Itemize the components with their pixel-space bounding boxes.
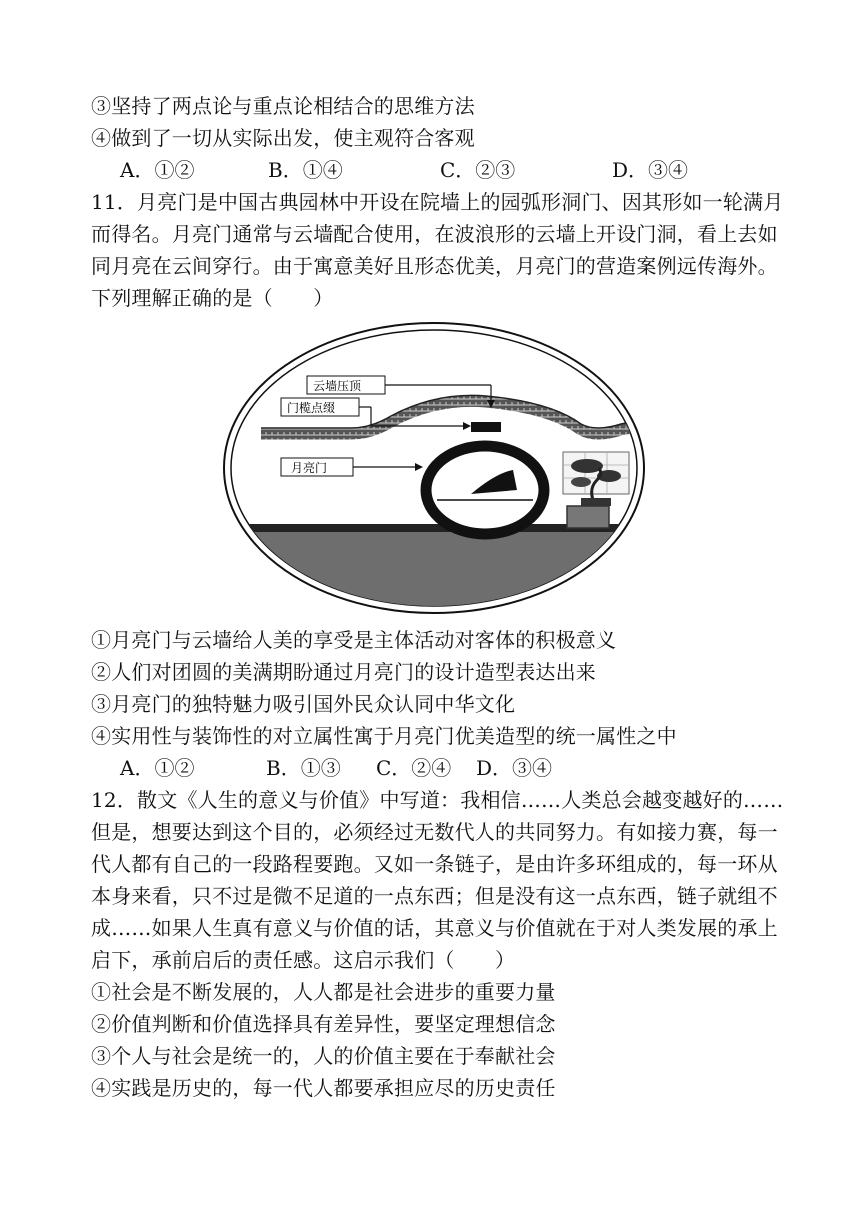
q12-item-3: ③个人与社会是统一的，人的价值主要在于奉献社会 — [91, 1044, 556, 1068]
q11-options — [120, 752, 552, 784]
label-moon-gate: 月亮门 — [291, 461, 328, 475]
q10-item-3: ③坚持了两点论与重点论相结合的思维方法 — [91, 94, 475, 118]
q11-stem-line-1: 11．月亮门是中国古典园林中开设在院墙上的园弧形洞门、因其形如一轮满月 — [91, 190, 784, 214]
label-cloud-wall-top: 云墙压顶 — [313, 379, 362, 393]
q11-option-a[interactable]: A．①② — [120, 756, 195, 780]
q12-stem-line-1: 12．散文《人生的意义与价值》中写道：我相信……人类总会越变越好的…… — [91, 788, 784, 812]
q11-item-2: ②人们对团圆的美满期盼通过月亮门的设计造型表达出来 — [91, 660, 596, 684]
q10-option-c[interactable]: C．②③ — [440, 158, 516, 182]
ground — [221, 528, 647, 618]
q11-option-b[interactable]: B．①③ — [266, 756, 341, 780]
q11-item-1: ①月亮门与云墙给人美的享受是主体活动对客体的积极意义 — [91, 628, 617, 652]
bonsai-foliage-3 — [571, 477, 591, 487]
label-door-lintel: 门榄点缀 — [287, 401, 336, 415]
q11-stem-line-3: 同月亮在云间穿行。由于寓意美好且形态优美，月亮门的营造案例远传海外。 — [91, 254, 778, 278]
q10-option-a[interactable]: A．①② — [120, 158, 195, 182]
q11-stem-line-2: 而得名。月亮门通常与云墙配合使用，在波浪形的云墙上开设门洞，看上去如 — [91, 222, 778, 246]
q12-stem-line-2: 但是，想要达到这个目的，必须经过无数代人的共同努力。有如接力赛，每一 — [91, 820, 778, 844]
q12-stem-line-6: 启下，承前启后的责任感。这启示我们（ ） — [91, 948, 516, 972]
q11-item-4: ④实用性与装饰性的对立属性寓于月亮门优美造型的统一属性之中 — [91, 724, 677, 748]
q11-item-3: ③月亮门的独特魅力吸引国外民众认同中华文化 — [91, 692, 516, 716]
q12-stem-line-4: 本身来看，只不过是微不足道的一点东西；但是没有这一点东西，链子就组不 — [91, 884, 778, 908]
moon-gate-figure — [221, 318, 647, 618]
q11-stem-line-4: 下列理解正确的是（ ） — [91, 286, 334, 310]
bonsai-foliage-1 — [571, 459, 603, 473]
q10-option-d[interactable]: D．③④ — [612, 158, 689, 182]
bonsai-pot — [581, 498, 611, 506]
q11-option-c[interactable]: C．②④ — [376, 756, 452, 780]
door-lintel — [471, 422, 501, 432]
moon-gate-diagram — [221, 318, 647, 618]
q12-item-2: ②价值判断和价值选择具有差异性，要坚定理想信念 — [91, 1012, 556, 1036]
q10-options — [120, 154, 688, 186]
q12-stem-line-3: 代人都有自己的一段路程要跑。又如一条链子，是由许多环组成的，每一环从 — [91, 852, 778, 876]
q12-item-4: ④实践是历史的，每一代人都要承担应尽的历史责任 — [91, 1076, 556, 1100]
q12-item-1: ①社会是不断发展的，人人都是社会进步的重要力量 — [91, 980, 556, 1004]
q12-stem-line-5: 成……如果人生真有意义与价值的话，其意义与价值就在于对人类发展的承上 — [91, 916, 778, 940]
q11-option-d[interactable]: D．③④ — [476, 756, 553, 780]
q10-item-4: ④做到了一切从实际出发，使主观符合客观 — [91, 126, 475, 150]
bonsai-stand — [567, 506, 609, 528]
q10-option-b[interactable]: B．①④ — [268, 158, 343, 182]
